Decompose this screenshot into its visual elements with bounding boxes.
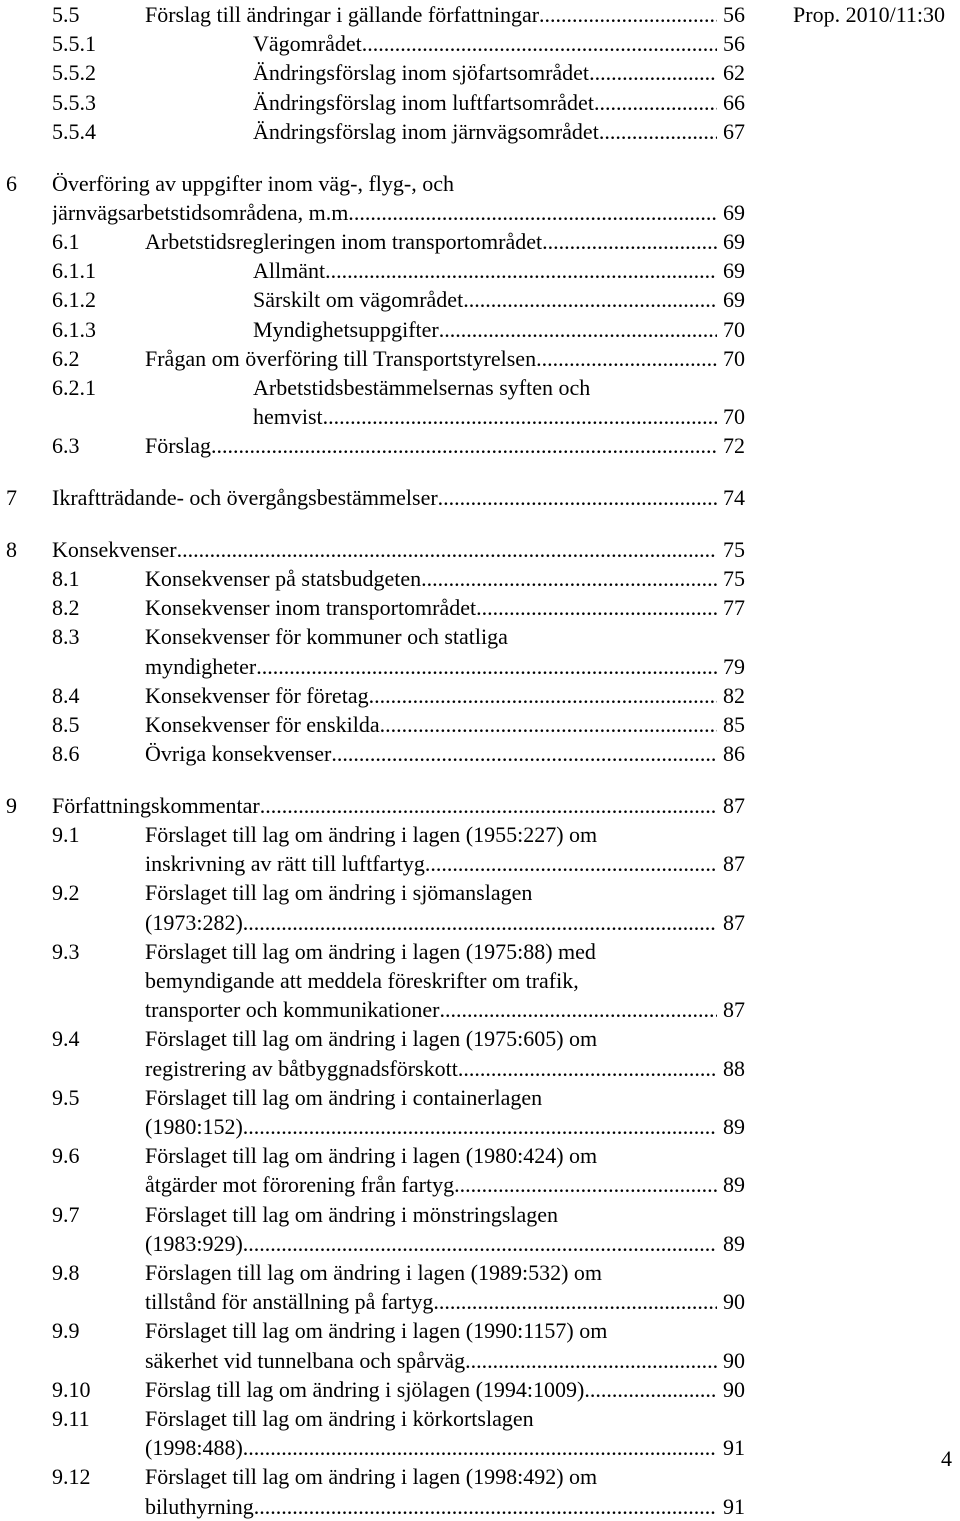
toc-entry[interactable] [0,1433,745,1462]
toc-entry-title: Frågan om överföring till Transportstyrelsen [145,345,537,371]
toc-entry-title: inskrivning av rätt till luftfartyg [145,851,425,877]
dot-leader [256,652,717,681]
toc-entry-title: Förslaget till lag om ändring i lagen (1980:424) om [145,1143,598,1169]
toc-entry-page: 90 [723,1376,745,1402]
dot-leader [254,1492,717,1521]
toc-entry[interactable] [0,995,745,1024]
toc-entry[interactable] [0,1054,745,1083]
toc-entry-title: Förslaget till lag om ändring i lagen (1955:227) om [145,822,598,847]
toc-entry-title: bemyndigande att meddela föreskrifter om trafik, [145,968,579,993]
toc-entry-page: 69 [723,287,745,313]
toc-entry[interactable] [0,1024,745,1053]
toc-entry-page: 85 [723,711,745,737]
toc-entry-title: Förslag till lag om ändring i sjölagen (1994:1009) [145,1376,585,1402]
dot-leader [243,908,717,937]
toc-entry[interactable] [0,373,745,402]
toc-entry-title: Förslaget till lag om ändring i körkortslagen [145,1406,534,1431]
dot-leader [476,593,717,622]
toc-entry-number: 9.8 [52,1260,80,1285]
page-number: 4 [941,1446,952,1471]
toc-entry[interactable] [0,593,745,622]
toc-entry-number: 9.2 [52,880,80,906]
toc-entry-title: Ändringsförslag inom järnvägsområdet [253,118,599,144]
dot-leader [454,1170,717,1199]
toc-entry[interactable] [0,315,745,344]
toc-entry-title: Konsekvenser för kommuner och statliga [145,624,508,650]
toc-entry-number: 6.2 [52,345,80,371]
toc-entry-page: 66 [723,89,745,115]
toc-entry-number: 9.6 [52,1143,80,1169]
toc-entry[interactable] [0,58,745,87]
toc-entry-page: 70 [723,404,745,430]
dot-leader [362,29,717,58]
toc-entry-page: 69 [723,228,745,254]
toc-entry[interactable] [0,344,745,373]
toc-entry-title: tillstånd för anställning på fartyg [145,1289,434,1315]
toc-entry-number: 5.5 [52,2,80,27]
toc-entry[interactable] [0,402,745,431]
toc-entry[interactable] [0,0,745,29]
toc-entry[interactable] [0,483,745,512]
toc-entry[interactable] [0,564,745,593]
toc-entry-number: 5.5.2 [52,60,96,86]
toc-entry[interactable] [0,1316,745,1345]
toc-entry-number: 6.1.1 [52,258,96,284]
toc-entry[interactable] [0,1112,745,1141]
toc-entry-page: 77 [723,595,745,621]
toc-entry-page: 87 [723,792,745,818]
toc-entry-title: Myndighetsuppgifter [253,316,439,342]
toc-entry-title: (1980:152) [145,1114,243,1139]
toc-entry-number: 5.5.1 [52,31,96,57]
toc-entry[interactable] [0,791,745,820]
toc-entry-number: 8.6 [52,741,80,767]
toc-entry-number: 8.5 [52,711,80,737]
toc-entry-page: 90 [723,1289,745,1315]
toc-entry-number: 7 [6,485,17,510]
dot-leader [589,58,717,87]
toc-entry[interactable] [0,1346,745,1375]
toc-entry-page: 91 [723,1435,745,1461]
toc-entry-title: Vägområdet [253,31,362,57]
toc-entry-title: Förslaget till lag om ändring i sjömanslagen [145,880,533,906]
toc-entry-title: Förslagen till lag om ändring i lagen (1989:532) om [145,1260,603,1285]
toc-entry-page: 87 [723,997,745,1023]
toc-entry-number: 9.3 [52,938,80,964]
toc-entry-number: 8.2 [52,595,80,621]
toc-entry[interactable] [0,1083,745,1112]
toc-entry[interactable] [0,937,745,966]
toc-entry-page: 75 [723,565,745,591]
toc-entry-number: 9.4 [52,1026,80,1052]
toc-entry-page: 90 [723,1347,745,1373]
toc-entry-title: biluthyrning [145,1493,254,1519]
dot-leader [599,117,717,146]
toc-entry[interactable] [0,622,745,651]
dot-leader [369,681,717,710]
dot-leader [463,285,717,314]
dot-leader [354,198,717,227]
toc-entry-title: Övriga konsekvenser [145,741,332,767]
toc-entry-number: 8.1 [52,565,80,591]
dot-leader [458,1054,717,1083]
dot-leader [433,1287,717,1316]
toc-entry[interactable] [0,1462,745,1491]
toc-entry[interactable] [0,1200,745,1229]
toc-entry-title: Ikraftträdande- och övergångsbestämmelser [52,485,438,510]
toc-entry-page: 87 [723,851,745,877]
toc-entry-page: 70 [723,316,745,342]
dot-leader [243,1112,717,1141]
toc-entry-title: Konsekvenser inom transportområdet [145,595,477,621]
toc-entry[interactable] [0,1170,745,1199]
dot-leader [177,535,717,564]
dot-leader [439,315,717,344]
toc-entry-title: Förslaget till lag om ändring i lagen (1975:88) med [145,938,596,964]
toc-entry-number: 5.5.4 [52,118,96,144]
toc-entry-title: Konsekvenser på statsbudgeten [145,565,422,591]
toc-entry-page: 67 [723,118,745,144]
toc-entry-title: Ändringsförslag inom sjöfartsområdet [253,60,590,86]
toc-entry[interactable] [0,710,745,739]
toc-entry[interactable] [0,878,745,907]
toc-entry-page: 87 [723,909,745,935]
toc-entry-title: Arbetstidsregleringen inom transportområdet [145,228,543,254]
toc-entry-title: åtgärder mot förorening från fartyg [145,1172,455,1198]
toc-entry-number: 5.5.3 [52,89,96,115]
toc-entry-page: 56 [723,31,745,57]
toc-entry[interactable] [0,739,745,768]
toc-entry[interactable] [0,256,745,285]
toc-entry-page: 91 [723,1493,745,1519]
dot-leader [211,431,717,460]
dot-leader [260,791,717,820]
dot-leader [243,1229,717,1258]
toc-entry[interactable] [0,820,745,849]
toc-entry[interactable] [0,849,745,878]
toc-entry-title: Förslaget till lag om ändring i lagen (1998:492) om [145,1464,598,1490]
dot-leader [465,1346,717,1375]
toc-entry-number: 6.1 [52,228,80,254]
toc-entry-title: Förslaget till lag om ändring i lagen (1990:1157) om [145,1318,608,1344]
toc-entry-number: 9.12 [52,1464,91,1490]
toc-entry-title: myndigheter [145,653,257,679]
toc-entry-number: 6.1.3 [52,316,96,342]
toc-entry-title: Förslaget till lag om ändring i mönstringslagen [145,1201,559,1227]
toc-entry-page: 88 [723,1055,745,1081]
toc-entry-title: Förslag till ändringar i gällande författningar [145,2,540,27]
toc-entry[interactable] [0,535,745,564]
toc-entry[interactable] [0,431,745,460]
dot-leader [425,849,717,878]
toc-entry[interactable] [0,1258,745,1287]
toc-entry-page: 69 [723,258,745,284]
toc-entry-page: 89 [723,1230,745,1256]
toc-entry-page: 75 [723,536,745,562]
toc-entry-number: 9.7 [52,1201,80,1227]
toc-entry-number: 9.10 [52,1376,91,1402]
dot-leader [331,739,717,768]
toc-entry[interactable] [0,966,745,995]
toc-entry-page: 79 [723,653,745,679]
toc-entry-title: Konsekvenser för enskilda [145,711,380,737]
dot-leader [542,227,717,256]
toc-entry-number: 9.11 [52,1406,90,1431]
dot-leader [323,402,717,431]
toc-entry-title: Arbetstidsbestämmelsernas syften och [253,374,591,400]
toc-entry-title: Förslaget till lag om ändring i lagen (1975:605) om [145,1026,598,1052]
toc-entry[interactable] [0,1404,745,1433]
document-reference: Prop. 2010/11:30 [793,2,945,27]
toc-entry-title: (1983:929) [145,1230,243,1256]
toc-entry[interactable] [0,1375,745,1404]
toc-entry-number: 9.1 [52,822,80,847]
dot-leader [243,1433,717,1462]
toc-entry[interactable] [0,652,745,681]
toc-entry-title: Överföring av uppgifter inom väg-, flyg-, och [52,170,454,196]
toc-entry-title: Konsekvenser [52,536,177,562]
dot-leader [325,256,717,285]
toc-entry-title: Konsekvenser för företag [145,682,369,708]
dot-leader [594,88,717,117]
toc-entry-number: 6.3 [52,433,80,459]
toc-entry-title: registrering av båtbyggnadsförskott [145,1055,458,1081]
dot-leader [438,483,717,512]
toc-entry[interactable] [0,1141,745,1170]
toc-entry-page: 56 [723,2,745,27]
toc-entry[interactable] [0,227,745,256]
toc-entry[interactable] [0,908,745,937]
toc-entry-page: 89 [723,1172,745,1198]
toc-entry-number: 6 [6,170,17,196]
toc-entry[interactable] [0,285,745,314]
toc-entry-page: 62 [723,60,745,86]
toc-entry[interactable] [0,198,745,227]
dot-leader [421,564,717,593]
toc-entry-page: 69 [723,199,745,225]
toc-entry-title: säkerhet vid tunnelbana och spårväg [145,1347,466,1373]
toc-entry-number: 8 [6,536,17,562]
toc-entry[interactable] [0,1492,745,1521]
toc-entry-page: 70 [723,345,745,371]
toc-entry-page: 86 [723,741,745,767]
toc-entry-title: Särskilt om vägområdet [253,287,464,313]
toc-entry-page: 89 [723,1114,745,1139]
toc-entry[interactable] [0,1287,745,1316]
toc-entry-title: (1973:282) [145,909,243,935]
toc-entry-number: 9.5 [52,1084,80,1110]
toc-entry-title: Förslag [145,433,211,459]
dot-leader [380,710,717,739]
toc-entry-number: 8.4 [52,682,80,708]
toc-entry-page: 74 [723,485,745,510]
dot-leader [439,995,717,1024]
toc-entry-title: (1998:488) [145,1435,243,1461]
toc-entry-number: 9 [6,792,17,818]
toc-entry-number: 8.3 [52,624,80,650]
toc-entry-title: hemvist [253,404,323,430]
toc-entry[interactable] [0,117,745,146]
dot-leader [536,344,717,373]
toc-entry-title: Författningskommentar [52,792,260,818]
toc-entry-page: 82 [723,682,745,708]
toc-entry-page: 72 [723,433,745,459]
toc-entry-number: 6.2.1 [52,374,96,400]
toc-entry-number: 9.9 [52,1318,80,1344]
dot-leader [539,0,717,29]
toc-entry-number: 6.1.2 [52,287,96,313]
toc-entry[interactable] [0,681,745,710]
toc-entry[interactable] [0,169,745,198]
toc-entry[interactable] [0,88,745,117]
toc-entry[interactable] [0,1229,745,1258]
toc-entry-title: järnvägsarbetstidsområdena, m.m. [52,199,354,225]
toc-entry-title: Förslaget till lag om ändring i containerlagen [145,1084,543,1110]
toc-entry-title: Allmänt [253,258,326,284]
toc-entry-title: Ändringsförslag inom luftfartsområdet [253,89,594,115]
toc-entry[interactable] [0,29,745,58]
dot-leader [584,1375,717,1404]
toc-entry-title: transporter och kommunikationer [145,997,440,1023]
